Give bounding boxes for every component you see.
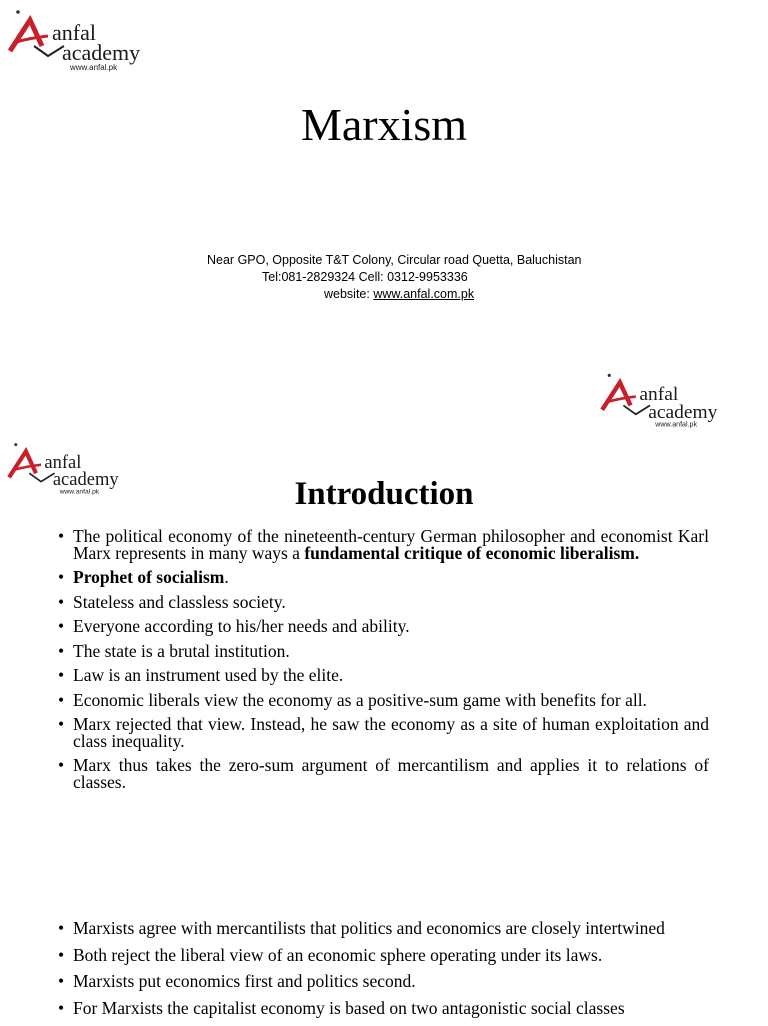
list-item: • Law is an instrument used by the elite. [58, 667, 709, 684]
page-title: Marxism [300, 99, 468, 150]
bullet-bold-text: Prophet of socialism [73, 567, 225, 587]
bullet-text: The political economy of the nineteenth-century German philosopher and economist Karl Marx represents in many ways a [73, 526, 709, 563]
list-item: • Marx thus takes the zero-sum argument of mercantilism and applies it to relations of classes. [58, 757, 709, 790]
logo-url: www.anfal.pk [59, 488, 100, 496]
logo-name-line1: anfal [52, 20, 96, 45]
list-item: • Both reject the liberal view of an economic sphere operating under its laws. [58, 947, 709, 964]
address-text: Near GPO, Opposite T&T Colony, Circular road Quetta, Baluchistan [207, 253, 582, 267]
list-item: • Marx rejected that view. Instead, he saw the economy as a site of human exploitation and class inequality. [58, 716, 709, 749]
list-item [58, 569, 709, 586]
intro-bullet-list [58, 528, 709, 798]
logo-url: www.anfal.pk [70, 63, 118, 72]
website-link[interactable]: www.anfal.com.pk [373, 287, 475, 301]
list-item: • The state is a brutal institution. [58, 643, 709, 660]
logo-name-line2: academy [52, 469, 119, 490]
phone-text: Tel:081-2829324 Cell: 0312-9953336 [262, 270, 468, 284]
list-item: • Everyone according to his/her needs and ability. [58, 618, 709, 635]
anfal-academy-logo [596, 370, 766, 432]
section-title: Introduction [294, 476, 474, 512]
logo-graphic [596, 370, 766, 432]
list-item: • Marxists agree with mercantilists that politics and economics are closely intertwined [58, 920, 709, 937]
marxists-bullet-list [58, 920, 709, 1026]
bullet-text: . [224, 567, 229, 587]
list-item: • Marxists put economics first and politics second. [58, 973, 709, 990]
website-line [324, 286, 474, 303]
logo-name-line2: academy [648, 401, 718, 423]
anfal-academy-logo [4, 6, 194, 76]
list-item: • For Marxists the capitalist economy is based on two antagonistic social classes [58, 1000, 709, 1017]
logo-name-line1: anfal [44, 452, 82, 474]
logo-graphic [4, 6, 194, 76]
list-item [58, 528, 709, 561]
website-label: website: [324, 287, 374, 301]
logo-url: www.anfal.pk [655, 420, 698, 429]
bullet-bold-text: fundamental critique of economic liberalism. [304, 542, 640, 563]
logo-name-line2: academy [62, 40, 141, 65]
list-item: • Stateless and classless society. [58, 594, 709, 611]
logo-name-line1: anfal [639, 384, 679, 406]
list-item: • Economic liberals view the economy as a positive-sum game with benefits for all. [58, 692, 709, 709]
